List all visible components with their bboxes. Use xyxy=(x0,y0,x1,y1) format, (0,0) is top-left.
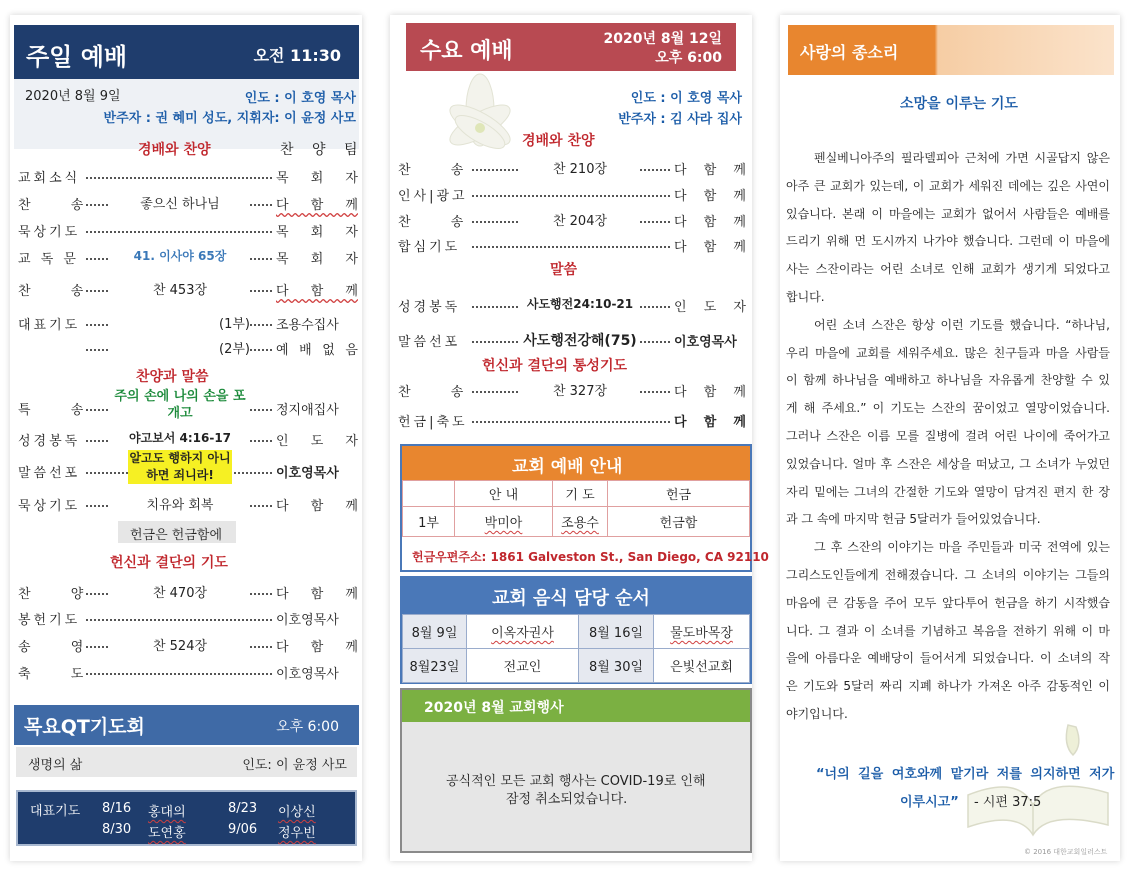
love-panel xyxy=(780,15,1120,861)
wednesday-accompanist: 반주자 : 김 사라 집사 xyxy=(618,112,742,127)
order-label: 봉헌기도 xyxy=(18,613,81,628)
order-label: 찬 송 xyxy=(398,163,482,178)
guide-cell-service: 1부 xyxy=(403,507,455,537)
order-row xyxy=(10,192,362,214)
order-row xyxy=(10,389,362,421)
order-person: 다 함 께 xyxy=(674,236,746,255)
order-person: 이호영목사 xyxy=(674,331,746,350)
order-row xyxy=(10,581,362,603)
order-label: 교회소식 xyxy=(18,171,81,186)
schedule-date-2: 8/23 xyxy=(228,801,258,816)
order-content: 사도행전강해(75) xyxy=(520,330,640,350)
order-row xyxy=(10,337,362,359)
order-row xyxy=(10,278,362,300)
order-label: 묵상기도 xyxy=(18,225,81,240)
copyright: © 2016 대한교회일러스트 xyxy=(1024,848,1108,856)
events-box xyxy=(400,688,752,853)
story-line: 그리스도인들에게 전해졌습니다. 그 소녀의 이야기는 그들의 xyxy=(786,568,1110,582)
order-person: 다 함 께 xyxy=(276,495,358,514)
order-row xyxy=(10,451,362,482)
leader-dots xyxy=(86,619,272,621)
order-content: (2부) xyxy=(110,338,250,357)
service-guide-title: 교회 예배 안내 xyxy=(512,457,623,477)
order-content: 찬 210장 xyxy=(520,158,640,177)
story-line: 합니다. xyxy=(786,290,825,304)
order-person: 다 함 께 xyxy=(276,194,358,213)
offering-note: 헌금은 헌금함에 xyxy=(130,528,223,543)
thursday-leader: 인도: 이 윤정 사모 xyxy=(242,758,347,773)
music-name-3: 전교인 xyxy=(467,649,579,683)
wednesday-header xyxy=(406,23,736,71)
story-line: 과 그 속에 마지막 헌금 5달러가 들어있었습니다. xyxy=(786,512,1041,527)
schedule-name-4: 정우빈 xyxy=(278,826,316,841)
sunday-accompanists: 반주자 : 권 혜미 성도, 지휘자: 이 윤정 사모 xyxy=(103,111,356,126)
order-person: 다 함 께 xyxy=(674,211,746,230)
order-row xyxy=(10,634,362,656)
story-line: 우리 마을에 교회를 세워주세요. 많은 친구들과 마을 사람들 xyxy=(786,345,1110,360)
schedule-date-3: 8/30 xyxy=(102,822,132,837)
order-label: 찬 양 xyxy=(18,587,102,602)
order-label: 말씀선포 xyxy=(398,335,461,350)
music-header xyxy=(402,578,750,614)
wednesday-leader: 인도 : 이 호영 목사 xyxy=(630,91,742,106)
order-label: 헌금|축도 xyxy=(398,415,468,430)
order-row xyxy=(10,219,362,241)
order-label: 성경봉독 xyxy=(18,434,81,449)
order-row xyxy=(10,493,362,515)
sunday-panel xyxy=(10,15,362,861)
order-row xyxy=(10,607,362,629)
order-content: 41. 이사야 65장 xyxy=(110,247,250,264)
verse-reference: - 시편 37:5 xyxy=(974,795,1042,810)
order-person: 조용수집사 xyxy=(276,314,358,333)
love-subtitle: 소망을 이루는 기도 xyxy=(900,96,1018,112)
story-line: 사는 스잔이라는 어린 소녀로 인해 교회가 생기게 되었다고 xyxy=(786,262,1110,277)
guide-cell-usher: 박미아 xyxy=(455,507,553,537)
story-line: 자리 밑에는 그녀의 간절한 기도와 열망이 담겨진 편지 한 장 xyxy=(786,484,1110,499)
story-line: 펜실베니아주의 필라델피아 근처에 가면 시골답지 않은 xyxy=(814,151,1110,165)
schedule-name-2: 이상신 xyxy=(278,805,316,820)
guide-cell-offering: 헌금함 xyxy=(608,507,750,537)
story-line: 은 기도와 5달러 짜리 지폐 하나가 가져온 아주 감동적인 이 xyxy=(786,679,1110,694)
wednesday-title: 수요 예배 xyxy=(420,39,513,64)
order-row xyxy=(10,246,362,268)
leader-dots xyxy=(472,195,670,197)
order-label: 찬 송 xyxy=(398,385,482,400)
order-person: 다 함 께 xyxy=(674,411,746,430)
order-person: 인 도 자 xyxy=(276,430,358,449)
order-content: 찬 327장 xyxy=(520,380,640,399)
story-line: 이 함께 하나님을 예배하고 하나님을 자유롭게 찬양할 수 있 xyxy=(786,373,1110,388)
sunday-section-dedication: 헌신과 결단의 기도 xyxy=(110,555,228,571)
prayer-schedule-box xyxy=(16,790,357,846)
order-row xyxy=(10,428,362,450)
guide-cell-prayer: 조용수 xyxy=(553,507,608,537)
order-content: 야고보서 4:16-17 xyxy=(110,429,250,446)
order-person: 이호영목사 xyxy=(276,609,358,628)
story-line: 있었습니다. 얼마 후 스잔은 세상을 떠났고, 그 소녀가 누었던 xyxy=(786,456,1110,471)
schedule-date-4: 9/06 xyxy=(228,822,258,837)
order-label: 묵상기도 xyxy=(18,499,81,514)
order-row xyxy=(10,312,362,334)
music-table xyxy=(402,614,750,683)
sunday-header xyxy=(14,25,359,79)
order-label: 찬 송 xyxy=(18,284,102,299)
story-line: 있습니다. 본래 이 마을에는 교회가 없어서 사람들은 예배를 xyxy=(786,206,1110,221)
order-label: 대표기도 xyxy=(18,318,81,333)
order-label: 합심기도 xyxy=(398,240,461,255)
leader-dots xyxy=(472,246,670,248)
order-person: 목 회 자 xyxy=(276,221,358,240)
order-row xyxy=(390,234,752,256)
order-row xyxy=(390,157,752,179)
music-name-1: 이옥자권사 xyxy=(467,615,579,649)
music-name-4: 은빛선교회 xyxy=(654,649,750,683)
order-person: 인 도 자 xyxy=(674,296,746,315)
schedule-name-1: 홍대의 xyxy=(148,805,186,820)
order-row xyxy=(390,379,752,401)
order-label: 성경봉독 xyxy=(398,300,461,315)
service-guide-header xyxy=(402,446,750,480)
thursday-subject: 생명의 삶 xyxy=(28,758,83,773)
guide-header-prayer: 기 도 xyxy=(553,481,608,507)
order-person: 예 배 없 음 xyxy=(276,339,358,358)
leader-dots xyxy=(86,177,272,179)
wednesday-section-word: 말씀 xyxy=(550,262,578,278)
order-person: 다 함 께 xyxy=(674,185,746,204)
schedule-name-3: 도연홍 xyxy=(148,826,186,841)
guide-header-blank xyxy=(403,481,455,507)
order-content: 치유와 회복 xyxy=(110,494,250,513)
events-title: 2020년 8월 교회행사 xyxy=(424,700,564,716)
music-box xyxy=(400,576,752,684)
order-content: (1부) xyxy=(110,313,250,332)
order-content: 사도행전24:10-21 xyxy=(520,295,640,312)
order-row xyxy=(390,183,752,205)
music-date-3: 8월23일 xyxy=(403,649,467,683)
sunday-section-word: 찬양과 말씀 xyxy=(136,369,209,385)
story-line: 게 해 주세요.” 이 기도는 스잔의 꿈이었고 열망이었습니다. xyxy=(786,401,1110,416)
order-content: 찬 453장 xyxy=(110,279,250,298)
wednesday-panel xyxy=(390,15,769,861)
music-title: 교회 음식 담당 순서 xyxy=(492,588,650,609)
order-person: 다 함 께 xyxy=(674,381,746,400)
order-label: 교 독 문 xyxy=(18,252,79,267)
thursday-title: 목요QT기도회 xyxy=(24,716,145,738)
sunday-leader: 인도 : 이 호영 목사 xyxy=(244,91,356,106)
sunday-date: 2020년 8월 9일 xyxy=(25,89,121,104)
love-title: 사랑의 종소리 xyxy=(800,43,899,62)
order-label: 특 송 xyxy=(18,403,102,418)
sunday-time: 오전 11:30 xyxy=(253,46,341,65)
order-person: 이호영목사 xyxy=(276,663,358,682)
love-header xyxy=(788,25,1114,75)
service-guide-box xyxy=(400,444,769,572)
music-date-2: 8월 16일 xyxy=(579,615,654,649)
sunday-section-praise: 경배와 찬양 xyxy=(138,142,211,158)
story-line: 니다. 그 결과 이 소녀를 기념하고 복음을 전하기 위해 이 마 xyxy=(786,623,1110,638)
verse-line-1: “너의 길을 여호와께 맡기라 저를 의지하면 저가 xyxy=(816,767,1115,782)
music-date-4: 8월 30일 xyxy=(579,649,654,683)
prayer-schedule-label: 대표기도 xyxy=(30,804,81,819)
music-name-2: 물도바목장 xyxy=(654,615,750,649)
story-line: 그 후 스잔의 이야기는 마을 주민들과 미국 전역에 있는 xyxy=(814,540,1110,555)
events-line-2: 잠정 취소되었습니다. xyxy=(506,792,628,807)
order-row xyxy=(10,165,362,187)
story-line: 마음에 큰 감동을 주어 모두 앞다투어 헌금을 하기 시작했습 xyxy=(786,595,1110,610)
order-content: 주의 손에 나의 손을 포개고 xyxy=(110,388,250,422)
story-line: 을에 아름다운 예배당이 들어서게 되었습니다. 이 소녀의 작 xyxy=(786,651,1110,666)
order-label: 찬 송 xyxy=(18,198,102,213)
story-line: 어린 소녀 스잔은 항상 이런 기도를 했습니다. “하나님, xyxy=(814,317,1110,332)
wednesday-date: 2020년 8월 12일 xyxy=(603,31,722,47)
thursday-info-box xyxy=(16,747,357,777)
offering-address: 헌금우편주소: 1861 Galveston St., San Diego, CA 92110 xyxy=(412,550,769,564)
order-content: 좋으신 하나님 xyxy=(110,193,250,212)
order-person: 목 회 자 xyxy=(276,248,358,267)
order-person: 다 함 께 xyxy=(276,280,358,299)
service-guide-table xyxy=(402,480,750,537)
thursday-time: 오후 6:00 xyxy=(276,719,339,735)
sunday-title: 주일 예배 xyxy=(26,43,128,71)
order-content: 찬 470장 xyxy=(110,582,250,601)
order-label: 축 도 xyxy=(18,667,102,682)
order-content: 찬 524장 xyxy=(110,635,250,654)
music-date-1: 8월 9일 xyxy=(403,615,467,649)
guide-header-offering: 헌금 xyxy=(608,481,750,507)
order-row xyxy=(10,661,362,683)
leader-dots xyxy=(86,231,272,233)
story-line: 드리기 위해 먼 도시까지 나가야 했습니다. 그런데 이 마을에 xyxy=(786,234,1110,249)
order-label: 말씀선포 xyxy=(18,466,81,481)
leader-dots xyxy=(86,673,272,675)
order-label: 인사|광고 xyxy=(398,189,468,204)
order-label: 찬 송 xyxy=(398,215,482,230)
order-person: 다 함 께 xyxy=(674,159,746,178)
story-line: 아주 큰 교회가 있는데, 이 교회가 세워진 데에는 깊은 사연이 xyxy=(786,178,1110,193)
events-header xyxy=(402,690,750,722)
order-person: 정지애집사 xyxy=(276,399,358,418)
order-content: 찬 204장 xyxy=(520,210,640,229)
order-person: 이호영목사 xyxy=(276,462,358,481)
schedule-date-1: 8/16 xyxy=(102,801,132,816)
order-person: 다 함 께 xyxy=(276,636,358,655)
order-row xyxy=(390,409,752,431)
order-person: 목 회 자 xyxy=(276,167,358,186)
guide-header-usher: 안 내 xyxy=(455,481,553,507)
order-row xyxy=(390,329,752,351)
order-person: 다 함 께 xyxy=(276,583,358,602)
thursday-header xyxy=(14,705,359,745)
leader-dots xyxy=(472,421,670,423)
story-line: 그러나 스잔은 이름 모를 질병에 걸려 어린 나이에 죽어가고 xyxy=(786,429,1110,443)
order-content: 알고도 행하지 아니하면 죄니라! xyxy=(129,451,231,482)
verse-line-2: 이루시고” xyxy=(900,795,959,810)
wednesday-section-dedication: 헌신과 결단의 통성기도 xyxy=(482,358,627,374)
sunday-team-label: 찬 양 팀 xyxy=(280,142,358,158)
order-row xyxy=(390,294,752,316)
events-line-1: 공식적인 모든 교회 행사는 COVID-19로 인해 xyxy=(446,774,706,789)
wednesday-time: 오후 6:00 xyxy=(655,50,722,66)
order-label: 송 영 xyxy=(18,640,102,655)
story-line: 야기입니다. xyxy=(786,707,848,721)
wednesday-section-praise: 경배와 찬양 xyxy=(522,133,595,149)
order-row xyxy=(390,209,752,231)
